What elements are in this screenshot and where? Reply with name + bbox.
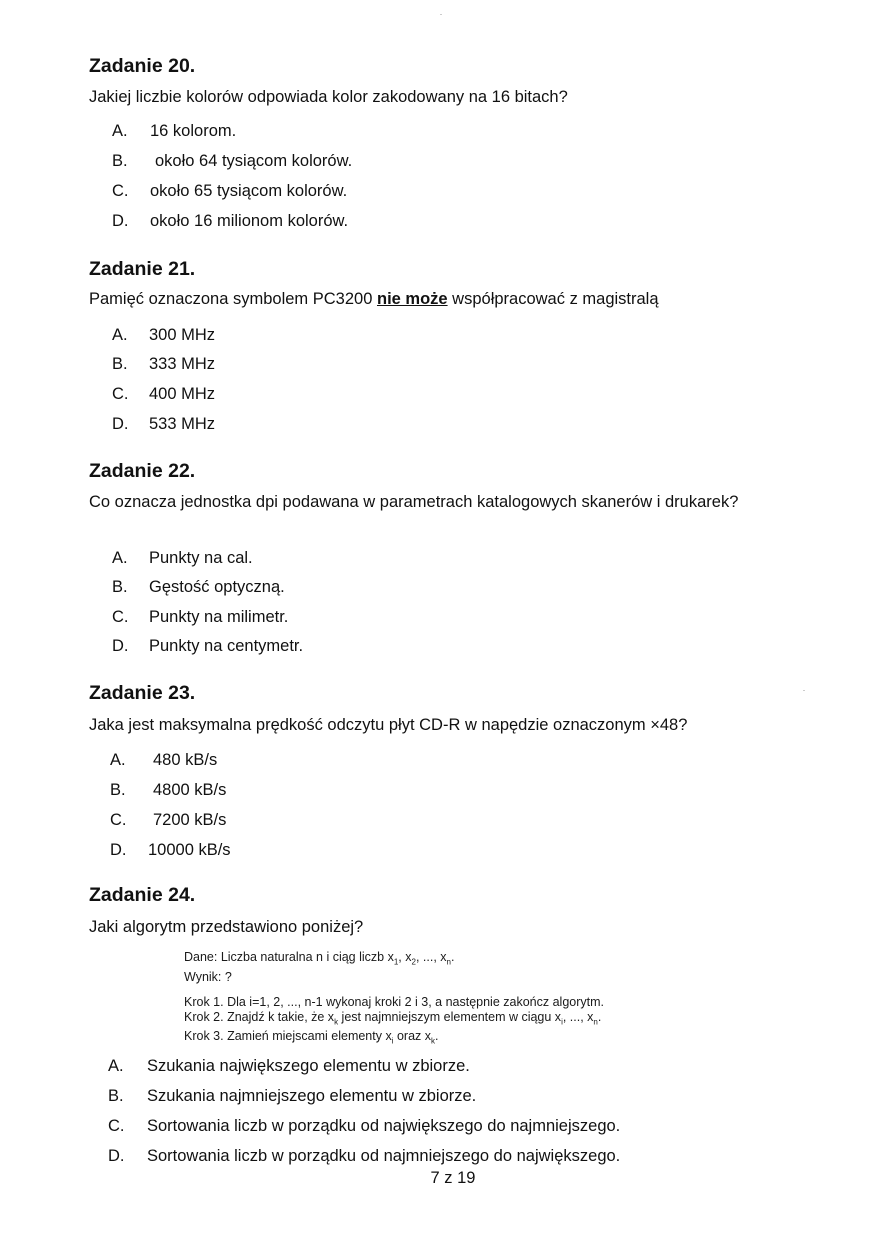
option-text: około 65 tysiącom kolorów. [150, 182, 348, 200]
option-text: 400 MHz [149, 385, 216, 403]
algorithm-step-1: Krok 1. Dla i=1, 2, ..., n-1 wykonaj kroki 2 i 3, a następnie zakończ algorytm. [184, 994, 604, 1009]
subscript: i [561, 1017, 563, 1026]
algorithm-block [184, 950, 604, 1049]
algorithm-input [184, 950, 604, 970]
subscript: k [431, 1036, 435, 1046]
option-text: Gęstość optyczną. [149, 578, 285, 596]
subscript: n [593, 1017, 598, 1026]
option-letter: B. [112, 355, 128, 373]
option-letter: B. [110, 781, 126, 799]
option-letter: D. [112, 637, 129, 655]
option-text: 16 kolorom. [150, 122, 237, 140]
option-letter: C. [112, 182, 129, 200]
algo-text: jest najmniejszym elementem w ciągu x [338, 1009, 562, 1024]
subscript: 1 [393, 957, 399, 967]
task-question: Jakiej liczbie kolorów odpowiada kolor zakodowany na 16 bitach? [89, 88, 568, 106]
option-letter: C. [108, 1117, 125, 1135]
option-letter: B. [112, 152, 128, 170]
question-text: Pamięć oznaczona symbolem PC3200 [89, 290, 377, 308]
task-question [89, 290, 659, 309]
algo-text: , ..., x [562, 1009, 594, 1024]
option-letter: D. [112, 415, 129, 433]
option-text: Szukania najmniejszego elementu w zbiorze. [147, 1087, 477, 1105]
scan-speck [440, 14, 442, 15]
option-text: 480 kB/s [153, 751, 218, 769]
algo-text: Krok 2. Znajdź k takie, że x [184, 1009, 335, 1024]
option-text: 533 MHz [149, 415, 216, 433]
option-letter: D. [108, 1147, 125, 1165]
algorithm-output: Wynik: ? [184, 969, 232, 984]
option-text: Punkty na centymetr. [149, 637, 304, 655]
task-question: Co oznacza jednostka dpi podawana w parametrach katalogowych skanerów i drukarek? [89, 493, 739, 511]
subscript: i [391, 1036, 394, 1046]
algo-text: oraz x [393, 1029, 431, 1043]
option-letter: D. [112, 212, 129, 230]
option-letter: D. [110, 841, 127, 859]
algo-text: . [450, 950, 455, 964]
option-letter: A. [110, 751, 126, 769]
option-text: Sortowania liczb w porządku od najmniejszego do największego. [147, 1147, 621, 1165]
option-letter: A. [112, 122, 128, 140]
task-question: Jaki algorytm przedstawiono poniżej? [89, 918, 364, 936]
option-text: około 16 milionom kolorów. [150, 212, 349, 230]
page-number: 7 z 19 [430, 1169, 476, 1187]
task-title: Zadanie 22. [89, 460, 196, 482]
subscript: k [334, 1017, 339, 1026]
option-text: 7200 kB/s [153, 811, 227, 829]
option-letter: C. [112, 608, 129, 626]
task-title: Zadanie 20. [89, 55, 196, 77]
option-text: 10000 kB/s [148, 841, 231, 859]
task-title: Zadanie 24. [89, 884, 196, 906]
algo-text: . [597, 1009, 602, 1024]
option-text: Szukania największego elementu w zbiorze. [147, 1057, 470, 1075]
algo-text: . [435, 1029, 439, 1043]
algo-text: Dane: Liczba naturalna n i ciąg liczb x [184, 950, 394, 964]
option-letter: A. [108, 1057, 124, 1075]
option-letter: C. [112, 385, 129, 403]
algo-text: Krok 3. Zamień miejscami elementy x [184, 1029, 392, 1043]
option-text: około 64 tysiącom kolorów. [155, 152, 353, 170]
task-title: Zadanie 21. [89, 258, 196, 280]
algo-text: , x [398, 950, 412, 964]
subscript: 2 [411, 957, 416, 967]
subscript: n [446, 957, 451, 967]
option-text: Sortowania liczb w porządku od największego do najmniejszego. [147, 1117, 621, 1135]
option-text: 300 MHz [149, 326, 216, 344]
task-title: Zadanie 23. [89, 682, 196, 704]
option-letter: A. [112, 326, 128, 344]
option-letter: B. [112, 578, 128, 596]
option-text: Punkty na cal. [149, 549, 253, 567]
question-emphasis: nie może [376, 290, 448, 308]
question-text: współpracować z magistralą [447, 290, 659, 308]
scan-speck [803, 690, 805, 691]
task-question: Jaka jest maksymalna prędkość odczytu płyt CD-R w napędzie oznaczonym ×48? [89, 716, 688, 734]
algo-text: , ..., x [415, 950, 447, 964]
algorithm-step-3 [184, 1029, 604, 1049]
option-letter: C. [110, 811, 127, 829]
option-text: Punkty na milimetr. [149, 608, 289, 626]
algorithm-step-2 [184, 1010, 604, 1030]
option-letter: A. [112, 549, 128, 567]
option-text: 4800 kB/s [153, 781, 227, 799]
option-letter: B. [108, 1087, 124, 1105]
option-text: 333 MHz [149, 355, 216, 373]
